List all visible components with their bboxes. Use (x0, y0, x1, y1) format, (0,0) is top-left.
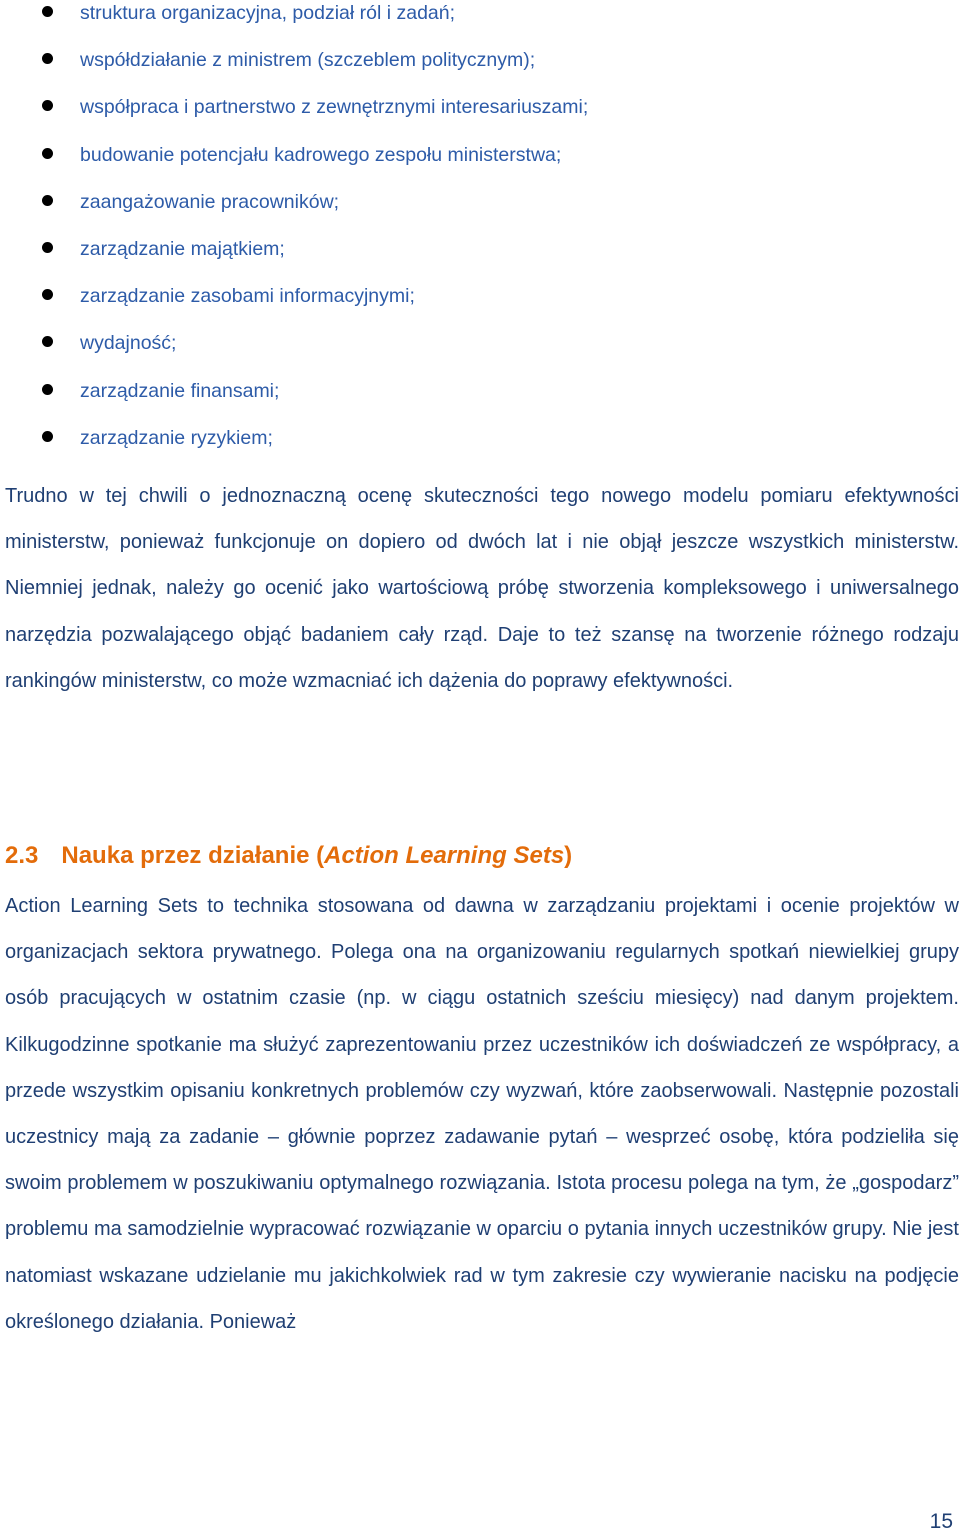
bullet-icon (42, 195, 53, 206)
list-item (0, 425, 960, 472)
section-heading (5, 836, 572, 876)
bullet-text: zarządzanie zasobami informacyjnymi; (80, 285, 415, 308)
list-item (0, 94, 960, 141)
bullet-icon (42, 100, 53, 111)
bullet-icon (42, 431, 53, 442)
bullet-icon (42, 53, 53, 64)
bullet-text: współdziałanie z ministrem (szczeblem politycznym); (80, 49, 536, 72)
bullet-text: zarządzanie majątkiem; (80, 237, 285, 260)
bullet-text: zaangażowanie pracowników; (80, 190, 340, 213)
bullet-text: struktura organizacyjna, podział ról i zadań; (80, 2, 456, 24)
list-item (0, 283, 960, 330)
body-paragraph: Trudno w tej chwili o jednoznaczną ocenę skuteczności tego nowego modelu pomiaru efektywności ministerstw, ponieważ funkcjonuje on dopiero od dwóch lat i nie objął jeszcze wszystkich ministerstw. Niemniej jednak, należy go ocenić jako wartościową próbę stworzenia kompleksowego i uniwersalnego narzędzia pozwalającego objąć badaniem cały rząd. Daje to też szansę na tworzenie różnego rodzaju rankingów ministerstw, co może wzmacniać ich dążenia do poprawy efektywności. (5, 485, 959, 692)
bullet-list (0, 0, 960, 472)
section-title-italic: Action Learning Sets (324, 842, 565, 869)
page-number: 15 (929, 1510, 953, 1533)
list-item (0, 0, 960, 47)
bullet-icon (42, 6, 53, 17)
bullet-text: zarządzanie ryzykiem; (80, 426, 273, 449)
list-item (0, 330, 960, 377)
bullet-text: wydajność; (80, 332, 177, 355)
bullet-icon (42, 336, 53, 347)
list-item (0, 189, 960, 236)
section-title-prefix: Nauka przez działanie ( (61, 842, 325, 869)
bullet-icon (42, 384, 53, 395)
body-paragraph: Action Learning Sets to technika stosowana od dawna w zarządzaniu projektami i ocenie projektów w organizacjach sektora prywatnego. Polega ona na organizowaniu regularnych spotkań niewielkiej grupy osób pracujących w ostatnim czasie (np. w ciągu ostatnich sześciu miesięcy) nad danym projektem. Kilkugodzinne spotkanie ma służyć zaprezentowaniu przez uczestników ich doświadczeń ze współpracy, a przede wszystkim opisaniu konkretnych problemów czy wyzwań, które zaobserwowali. Następnie pozostali uczestnicy mają za zadanie – głównie poprzez zadawanie pytań – wesprzeć osobę, która podzieliła się swoim problemem w poszukiwaniu optymalnego rozwiązania. Istota procesu polega na tym, że „gospodarz” problemu ma samodzielnie wypracować rozwiązanie w oparciu o pytania innych uczestników grupy. Nie jest natomiast wskazane udzielanie mu jakichkolwiek rad w tym zakresie czy wywieranie nacisku na podjęcie określonego działania. Ponieważ (5, 895, 959, 1333)
list-item (0, 378, 960, 425)
bullet-icon (42, 242, 53, 253)
section-number: 2.3 (5, 842, 39, 869)
bullet-text: budowanie potencjału kadrowego zespołu ministerstwa; (80, 143, 562, 166)
section-title-suffix: ) (564, 842, 573, 869)
list-item (0, 236, 960, 283)
list-item (0, 47, 960, 94)
bullet-text: współpraca i partnerstwo z zewnętrznymi interesariuszami; (80, 96, 589, 119)
bullet-text: zarządzanie finansami; (80, 379, 280, 402)
list-item (0, 142, 960, 189)
bullet-icon (42, 148, 53, 159)
bullet-icon (42, 289, 53, 300)
